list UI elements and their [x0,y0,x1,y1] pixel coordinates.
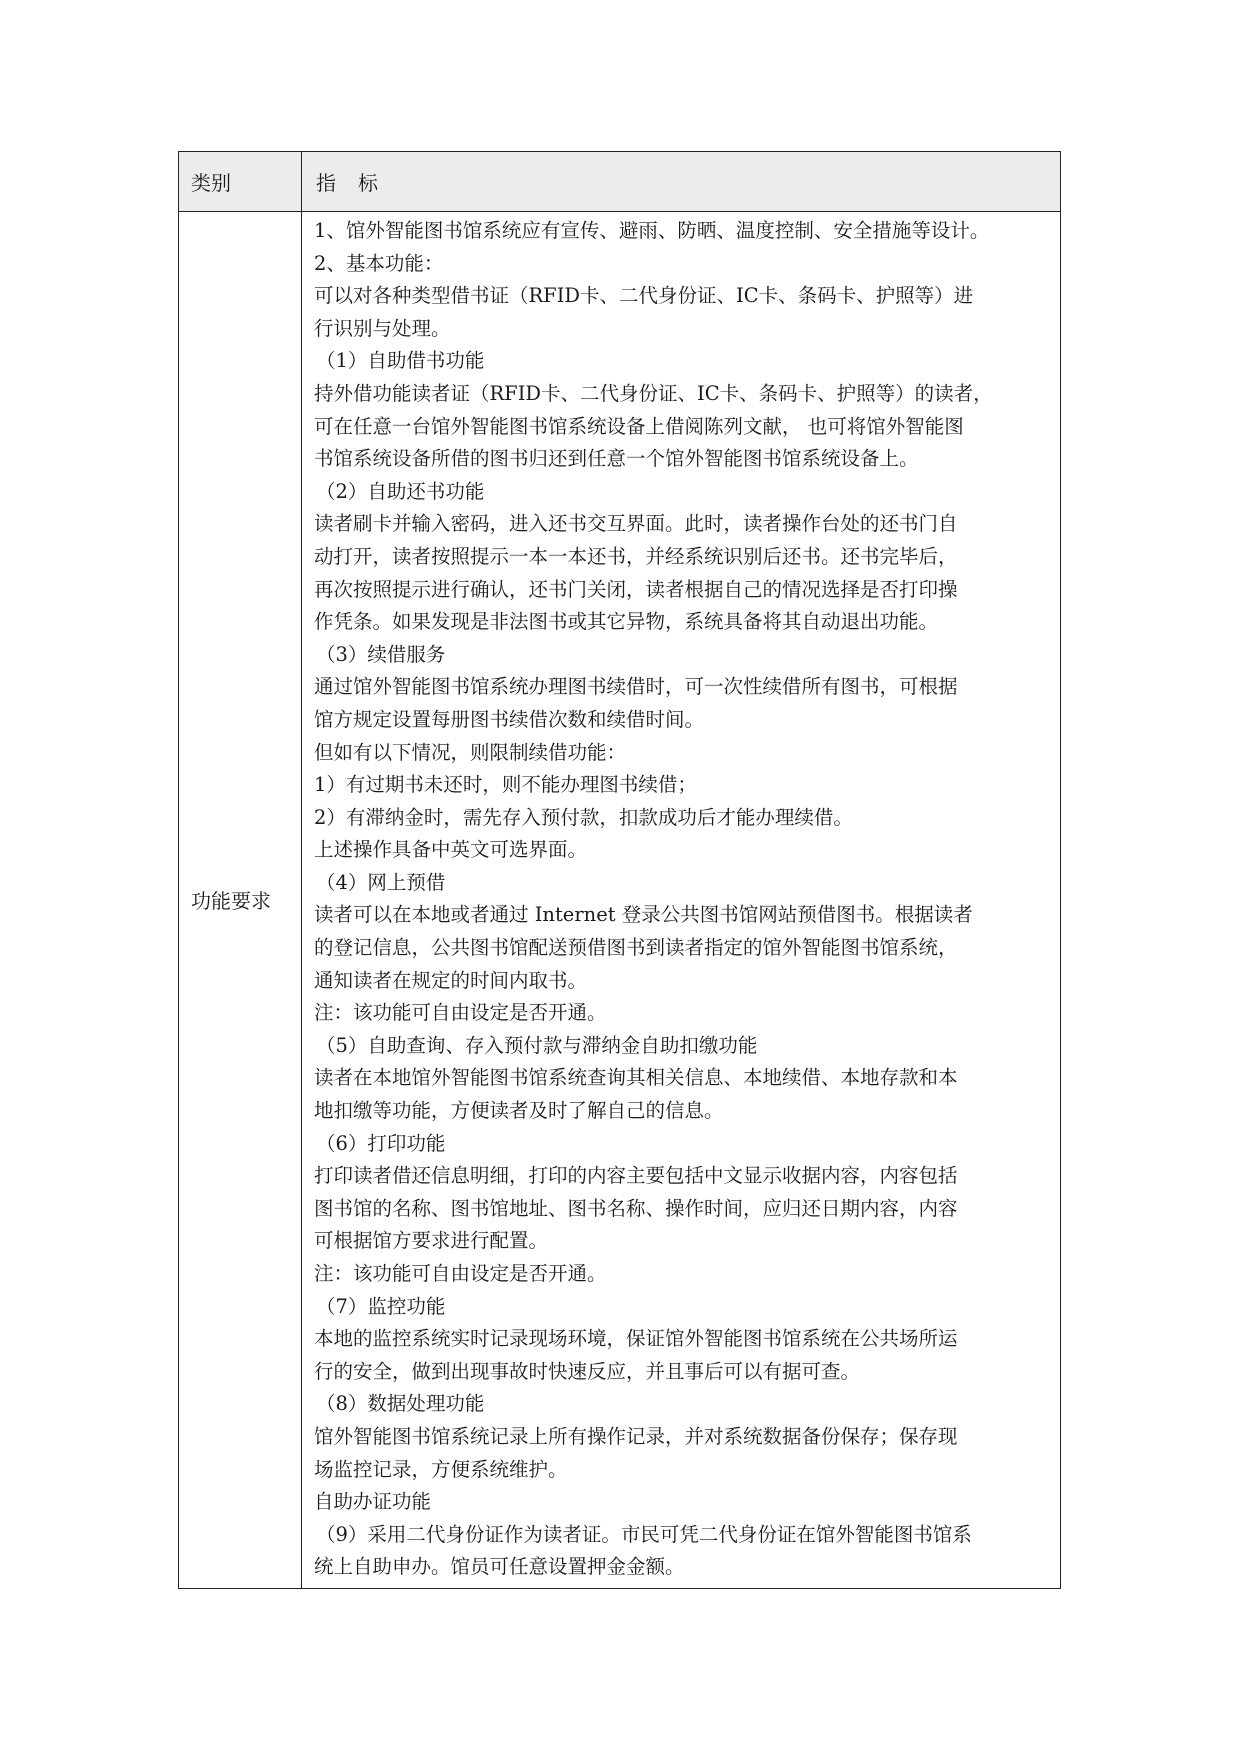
table-row [179,212,1061,1589]
requirement-line: 注：该功能可自由设定是否开通。 [314,1262,607,1285]
requirement-line: 本地的监控系统实时记录现场环境，保证馆外智能图书馆系统在公共场所运 [314,1327,958,1351]
requirement-line: 读者刷卡并输入密码，进入还书交互界面。此时，读者操作台处的还书门自 [314,512,958,536]
requirement-line: 馆外智能图书馆系统记录上所有操作记录，并对系统数据备份保存；保存现 [314,1424,958,1448]
requirement-line: 持外借功能读者证（RFID卡、二代身份证、IC卡、条码卡、护照等）的读者， [314,381,993,405]
requirement-line: 通过馆外智能图书馆系统办理图书续借时，可一次性续借所有图书，可根据 [314,675,958,699]
requirement-line: 1、馆外智能图书馆系统应有宣传、避雨、防晒、温度控制、安全措施等设计。 [314,219,990,242]
requirement-line: 馆方规定设置每册图书续借次数和续借时间。 [314,707,705,731]
requirement-line: 可在任意一台馆外智能图书馆系统设备上借阅陈列文献， 也可将馆外智能图 [314,414,964,438]
requirement-line: 书馆系统设备所借的图书归还到任意一个馆外智能图书馆系统设备上。 [314,447,919,471]
indicator-cell [302,212,1061,1589]
requirement-line: 行的安全，做到出现事故时快速反应，并且事后可以有据可查。 [314,1359,861,1383]
requirement-line: （1）自助借书功能 [316,349,485,373]
requirement-line: 的登记信息，公共图书馆配送预借图书到读者指定的馆外智能图书馆系统， [314,936,958,960]
header-indicator-part-1: 指 [316,171,336,195]
requirement-line: （9）采用二代身份证作为读者证。市民可凭二代身份证在馆外智能图书馆系 [316,1522,972,1546]
requirement-line: （7）监控功能 [316,1294,446,1318]
requirement-line: 地扣缴等功能，方便读者及时了解自己的信息。 [314,1099,724,1123]
table-header-row [179,152,1061,212]
requirement-line: 2、基本功能： [314,251,444,275]
requirement-line: 场监控记录，方便系统维护。 [314,1457,568,1481]
requirement-line: 上述操作具备中英文可选界面。 [314,838,588,862]
requirement-line: （6）打印功能 [316,1131,446,1155]
requirement-line: 作凭条。如果发现是非法图书或其它异物，系统具备将其自动退出功能。 [314,610,939,634]
header-indicator-part-2: 标 [358,171,378,195]
requirement-line: 可根据馆方要求进行配置。 [314,1229,549,1253]
requirement-line: 通知读者在规定的时间内取书。 [314,968,588,992]
requirement-line: （5）自助查询、存入预付款与滞纳金自助扣缴功能 [316,1033,758,1057]
requirement-line: 1）有过期书未还时，则不能办理图书续借； [314,773,697,797]
indicator-lines [314,215,1050,1584]
category-cell: 功能要求 [179,212,302,1589]
requirement-line: 但如有以下情况，则限制续借功能： [314,740,627,764]
requirement-line: 动打开，读者按照提示一本一本还书，并经系统识别后还书。还书完毕后， [314,544,958,568]
requirement-line: 读者可以在本地或者通过 Internet 登录公共图书馆网站预借图书。根据读者 [314,903,973,927]
requirement-line: （3）续借服务 [316,642,446,666]
spec-table [178,151,1061,1589]
requirement-line: 注：该功能可自由设定是否开通。 [314,1001,607,1025]
requirement-line: 打印读者借还信息明细，打印的内容主要包括中文显示收据内容，内容包括 [314,1164,958,1188]
requirement-line: （8）数据处理功能 [316,1392,485,1416]
requirement-line: （4）网上预借 [316,870,446,894]
requirement-line: （2）自助还书功能 [316,479,485,503]
requirement-line: 图书馆的名称、图书馆地址、图书名称、操作时间，应归还日期内容，内容 [314,1196,958,1220]
requirement-line: 2）有滞纳金时，需先存入预付款，扣款成功后才能办理续借。 [314,805,853,829]
requirement-line: 行识别与处理。 [314,316,451,340]
header-indicator [302,152,1061,212]
requirement-line: 再次按照提示进行确认，还书门关闭，读者根据自己的情况选择是否打印操 [314,577,958,601]
requirement-line: 可以对各种类型借书证（RFID卡、二代身份证、IC卡、条码卡、护照等）进 [314,284,974,308]
requirement-line: 统上自助申办。馆员可任意设置押金金额。 [314,1555,685,1579]
requirement-line: 读者在本地馆外智能图书馆系统查询其相关信息、本地续借、本地存款和本 [314,1066,958,1090]
requirement-line: 自助办证功能 [314,1490,432,1514]
header-category: 类别 [179,152,302,212]
